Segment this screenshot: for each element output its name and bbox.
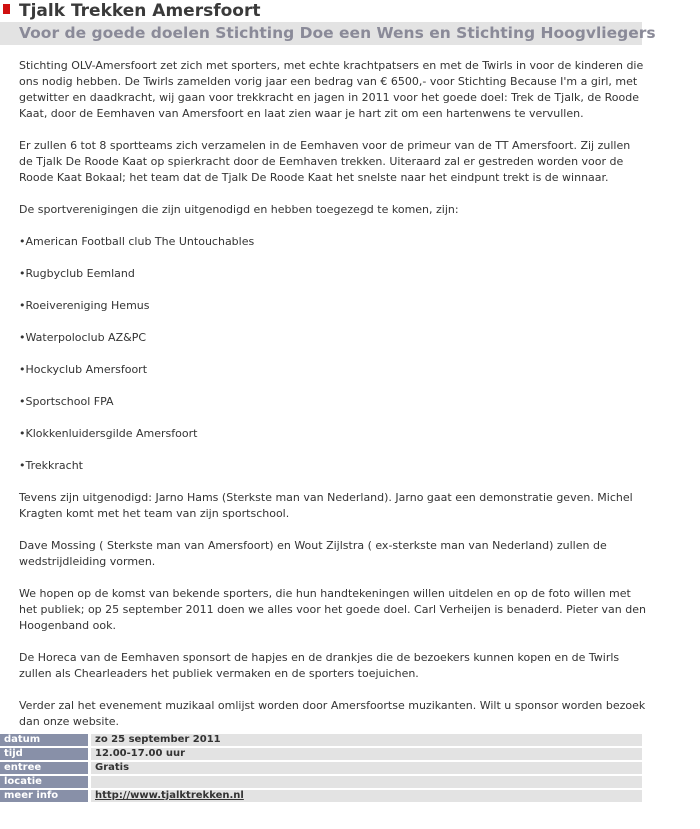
info-label-datum: datum	[0, 734, 88, 746]
info-value-locatie	[91, 776, 642, 788]
title-marker-icon	[3, 4, 10, 14]
paragraph-invited: Tevens zijn uitgenodigd: Jarno Hams (Sterkste man van Nederland). Jarno gaat een demonstratie geven. Michel Kragten komt met het team van zijn sportschool.	[19, 491, 633, 520]
paragraph-horeca: De Horeca van de Eemhaven sponsort de hapjes en de drankjes die de bezoekers kunnen kopen en de Twirls zullen als Chearleaders het publiek vermaken en de sporters toejuichen.	[19, 651, 620, 680]
info-value-tijd: 12.00-17.00 uur	[91, 748, 642, 760]
paragraph-music: Verder zal het evenement muzikaal omlijst worden door Amersfoortse muzikanten. Wilt u sponsor worden bezoek dan onze website.	[19, 699, 646, 728]
info-label-tijd: tijd	[0, 748, 88, 760]
table-row	[0, 748, 642, 760]
list-item: •Klokkenluidersgilde Amersfoort	[19, 427, 198, 440]
list-item: •Hockyclub Amersfoort	[19, 363, 148, 376]
table-row	[0, 734, 642, 746]
list-item: •Waterpoloclub AZ&PC	[19, 331, 147, 344]
page-subtitle: Voor de goede doelen Stichting Doe een Wens en Stichting Hoogvliegers	[19, 24, 656, 42]
info-value-datum: zo 25 september 2011	[91, 734, 642, 746]
info-value-meer-info	[91, 790, 642, 802]
title-row	[0, 0, 700, 22]
info-value-entree: Gratis	[91, 762, 642, 774]
list-item: •Sportschool FPA	[19, 395, 114, 408]
list-item: •Rugbyclub Eemland	[19, 267, 135, 280]
list-item: •American Football club The Untouchables	[19, 235, 255, 248]
paragraph-sporters: We hopen op de komst van bekende sporters, die hun handtekeningen willen uitdelen en op de foto willen met het publiek; op 25 september 2011 doen we alles voor het goede doel. Carl Verheijen is benaderd. Pieter van den Hoogenband ook.	[19, 587, 646, 632]
table-row	[0, 776, 642, 788]
info-label-entree: entree	[0, 762, 88, 774]
page-title: Tjalk Trekken Amersfoort	[19, 1, 261, 21]
website-link[interactable]: http://www.tjalktrekken.nl	[95, 790, 244, 801]
event-info-table	[0, 732, 642, 804]
article-body	[19, 58, 647, 746]
paragraph-jury: Dave Mossing ( Sterkste man van Amersfoort) en Wout Zijlstra ( ex-sterkste man van Nederland) zullen de wedstrijdleiding vormen.	[19, 539, 607, 568]
paragraph-teams: Er zullen 6 tot 8 sportteams zich verzamelen in de Eemhaven voor de primeur van de TT Amersfoort. Zij zullen de Tjalk De Roode Kaat op spierkracht door de Eemhaven trekken. Uiteraard zal er gestreden worden voor de Roode Kaat Bokaal; het team dat de Tjalk De Roode Kaat het snelste naar het eindpunt trekt is de winnaar.	[19, 139, 631, 184]
page-header	[0, 0, 700, 42]
subtitle-bar	[0, 22, 656, 45]
table-row	[0, 762, 642, 774]
paragraph-clubs-intro: De sportverenigingen die zijn uitgenodigd en hebben toegezegd te komen, zijn:	[19, 203, 459, 216]
list-item: •Trekkracht	[19, 459, 83, 472]
info-label-meer-info: meer info	[0, 790, 88, 802]
table-row	[0, 790, 642, 802]
paragraph-intro: Stichting OLV-Amersfoort zet zich met sporters, met echte krachtpatsers en met de Twirls in voor de kinderen die ons nodig hebben. De Twirls zamelden vorig jaar een bedrag van € 6500,- voor Stichting Because I'm a girl, met getwitter en daadkracht, wij gaan voor trekkracht en jagen in 2011 voor het goede doel: Trek de Tjalk, de Roode Kaat, door de Eemhaven van Amersfoort en laat zien waar je hart zit om een hartenwens te vervullen.	[19, 59, 644, 120]
info-label-locatie: locatie	[0, 776, 88, 788]
list-item: •Roeivereniging Hemus	[19, 299, 150, 312]
